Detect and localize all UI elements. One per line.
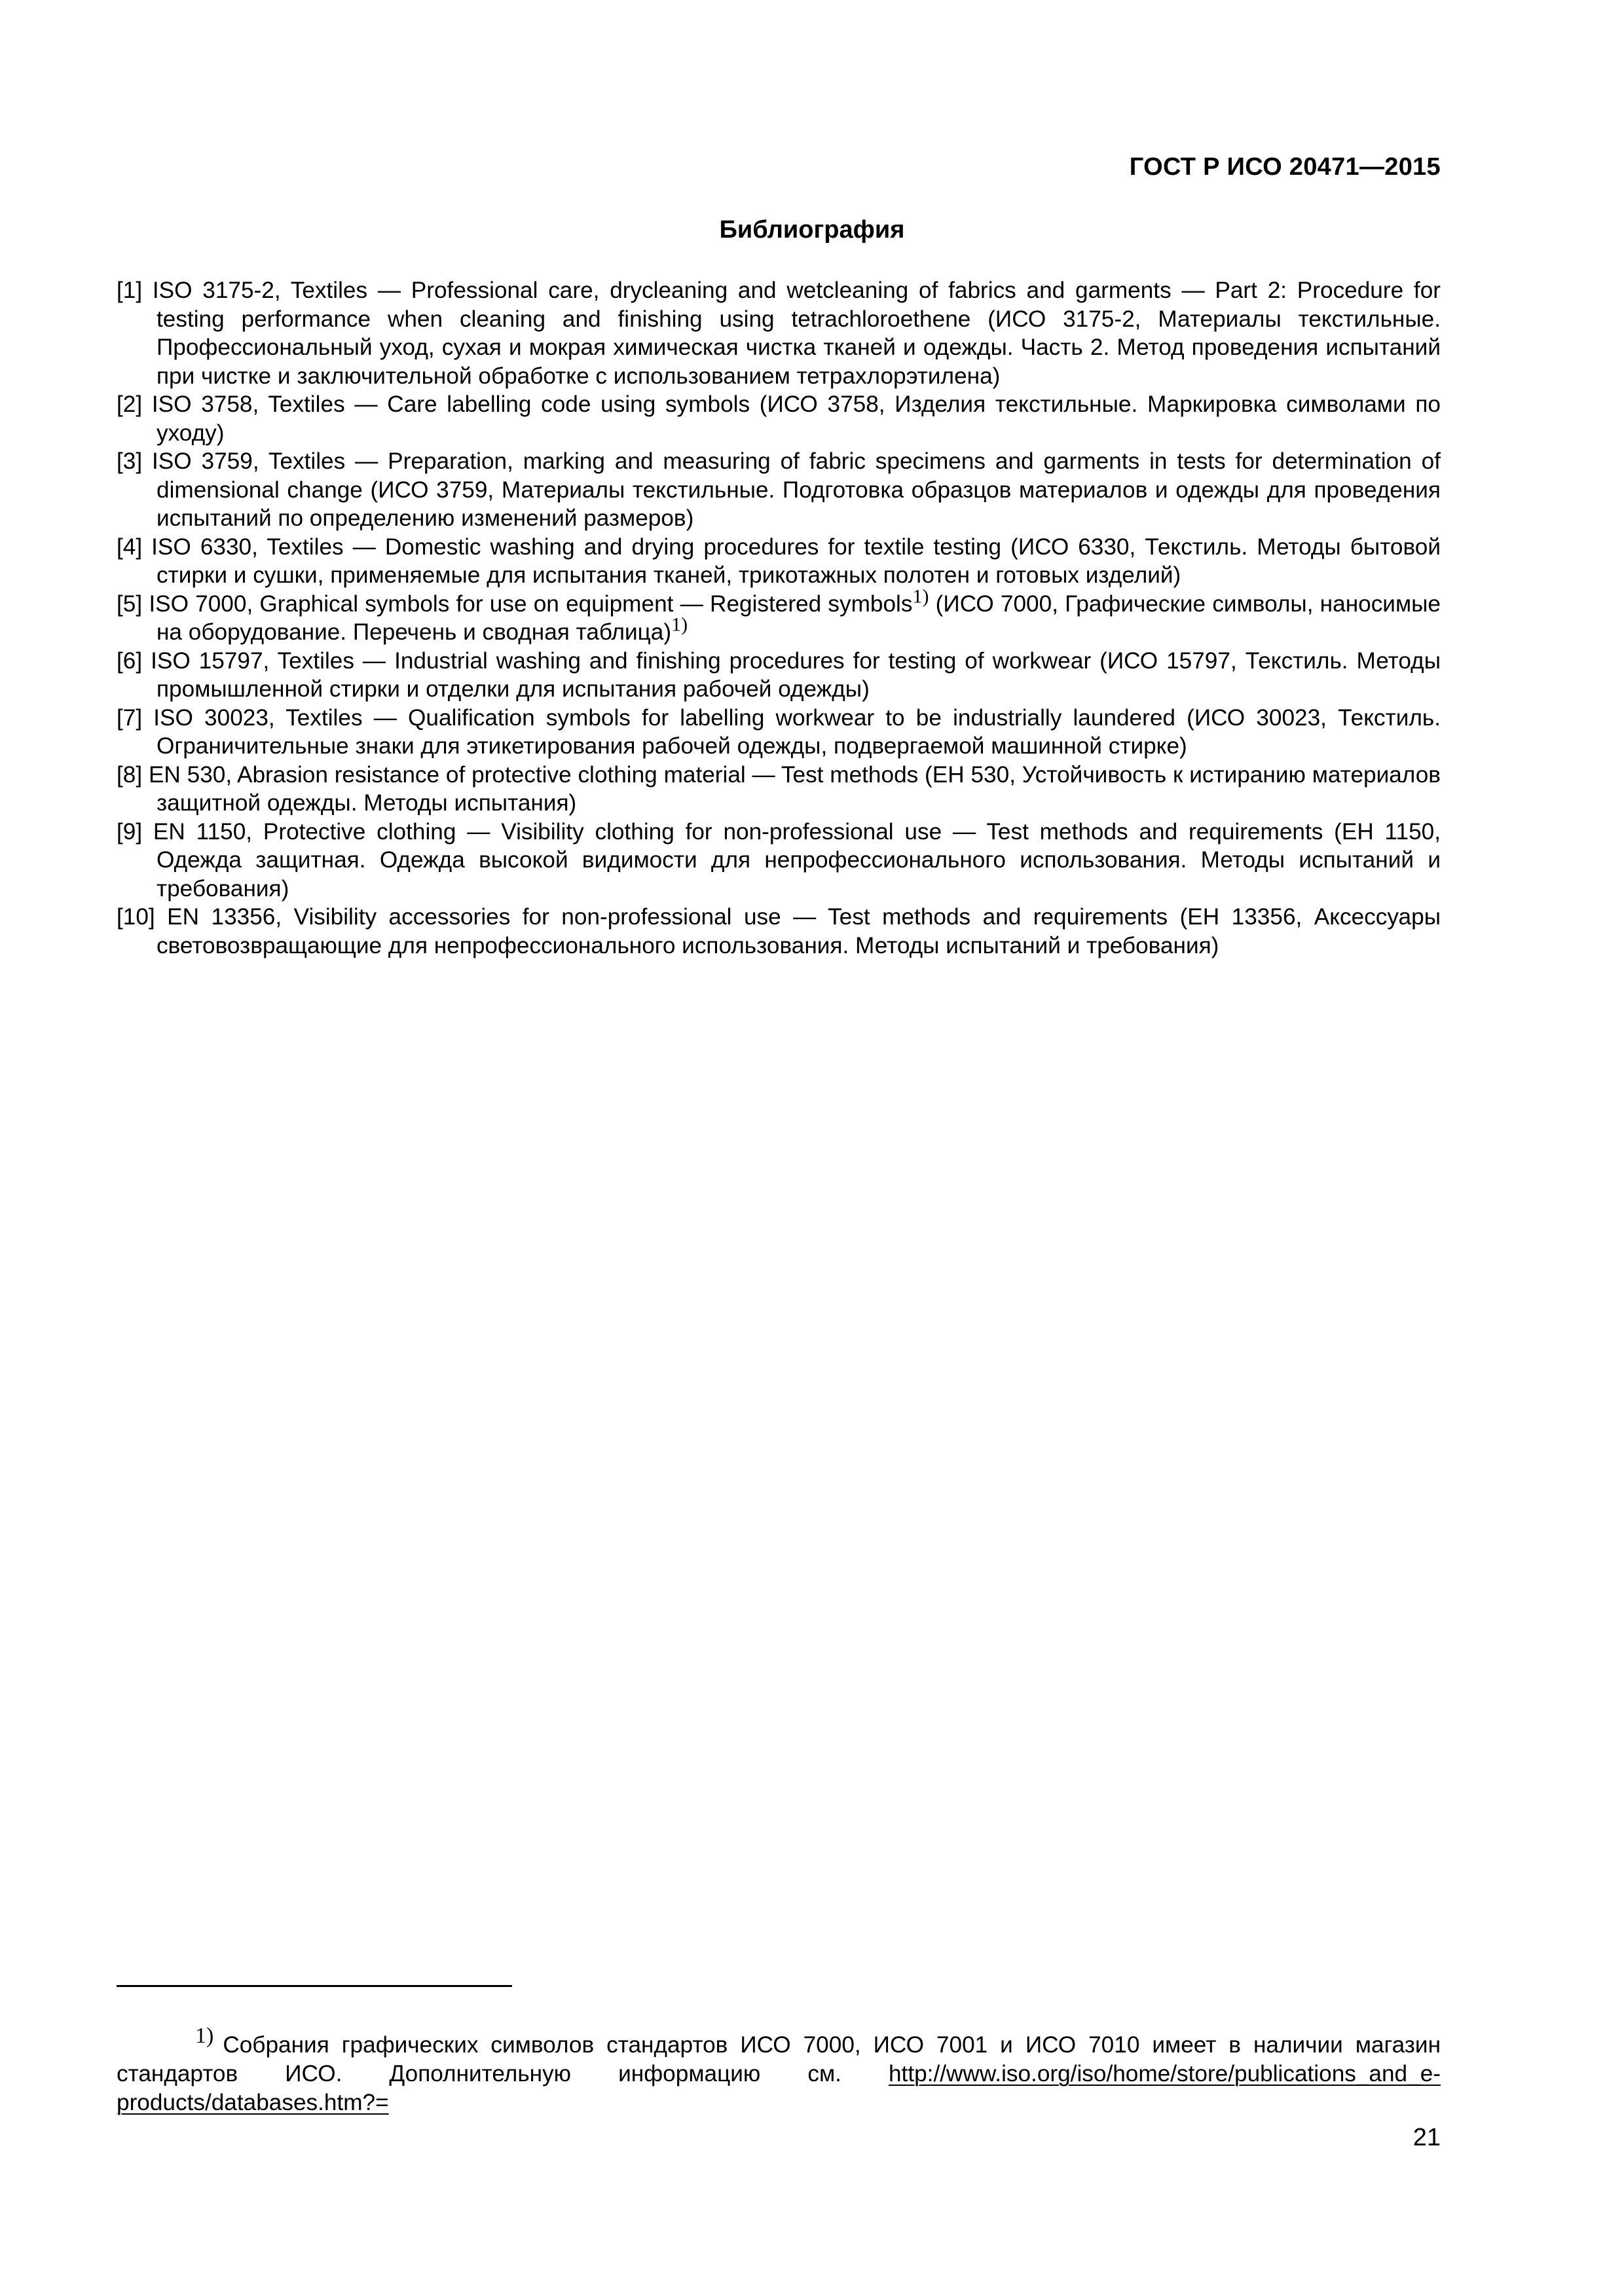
bibliography-list xyxy=(117,276,1441,960)
footnote-reference: 1) xyxy=(671,613,688,636)
bibliography-entry-6: [6] ISO 15797, Textiles — Industrial washing and finishing procedures for testing of workwear (ИСО 15797, Текстиль. Методы промышленной стирки и отделки для испытания рабочей одежды) xyxy=(117,647,1441,702)
page-number: 21 xyxy=(1412,2124,1441,2151)
bibliography-entry-2: [2] ISO 3758, Textiles — Care labelling code using symbols (ИСО 3758, Изделия текстильные. Маркировка символами по уходу) xyxy=(117,392,1441,446)
footnote-marker: 1) xyxy=(195,2023,214,2048)
bibliography-entry-3: [3] ISO 3759, Textiles — Preparation, marking and measuring of fabric specimens and garments in tests for determination of dimensional change (ИСО 3759, Материалы текстильные. Подготовка образцов материалов и одежды для проведения испытаний по определению изменений размеров) xyxy=(117,448,1441,531)
document-code: ГОСТ Р ИСО 20471—2015 xyxy=(1129,153,1441,181)
bibliography-entry-10: [10] EN 13356, Visibility accessories for non-professional use — Test methods and requirements (ЕН 13356, Аксессуары световозвращающие для непрофессионального использования. Методы испытаний и требования) xyxy=(117,904,1441,958)
bibliography-entry-5 xyxy=(117,585,1441,647)
bibliography-entry-9: [9] EN 1150, Protective clothing — Visibility clothing for non-professional use — Test methods and requirements (ЕН 1150, Одежда защитная. Одежда высокой видимости для непрофессионального использования. Методы испытаний и требования) xyxy=(117,818,1441,902)
footnote-text: Собрания графических символов стандартов ИСО 7000, ИСО 7001 и ИСО 7010 имеет в наличии магазин стандартов ИСО. Дополнительную информацию см. xyxy=(117,2032,1441,2086)
footnote-reference: 1) xyxy=(912,585,929,607)
bibliography-entry-7: [7] ISO 30023, Textiles — Qualification symbols for labelling workwear to be industrially laundered (ИСО 30023, Текстиль. Ограничительные знаки для этикетирования рабочей одежды, подвергаемой машинной стирке) xyxy=(117,704,1441,759)
bibliography-entry-1: [1] ISO 3175-2, Textiles — Professional care, drycleaning and wetcleaning of fabrics and garments — Part 2: Procedure for testing performance when cleaning and finishing using tetrachloroethene (ИСО 3175-2, Материалы текстильные. Профессиональный уход, сухая и мокрая химическая чистка тканей и одежды. Часть 2. Метод проведения испытаний при чистке и заключительной обработке с использованием тетрахлорэтилена) xyxy=(117,278,1441,389)
bibliography-title: Библиография xyxy=(719,216,905,244)
bibliography-entry-4: [4] ISO 6330, Textiles — Domestic washing and drying procedures for textile testing (ИСО 6330, Текстиль. Методы бытовой стирки и сушки, применяемые для испытания тканей, трикотажных полотен и готовых изделий) xyxy=(117,534,1441,588)
footnote-separator xyxy=(117,1985,512,1987)
bibliography-entry-5-part2: (ИСО 7000, Графические символы, наносимые на оборудование. Перечень и сводная таблица) xyxy=(157,591,1441,645)
bibliography-entry-5-part1: [5] ISO 7000, Graphical symbols for use on equipment — Registered symbols xyxy=(117,591,913,617)
bibliography-entry-8: [8] EN 530, Abrasion resistance of protective clothing material — Test methods (ЕН 530, Устойчивость к истиранию материалов защитной одежды. Методы испытания) xyxy=(117,761,1441,816)
footnote-link[interactable]: http://www.iso.org/iso/home/store/publications_and_e-products/databases.htm?= xyxy=(117,2061,1441,2115)
footnote xyxy=(117,2023,1441,2117)
